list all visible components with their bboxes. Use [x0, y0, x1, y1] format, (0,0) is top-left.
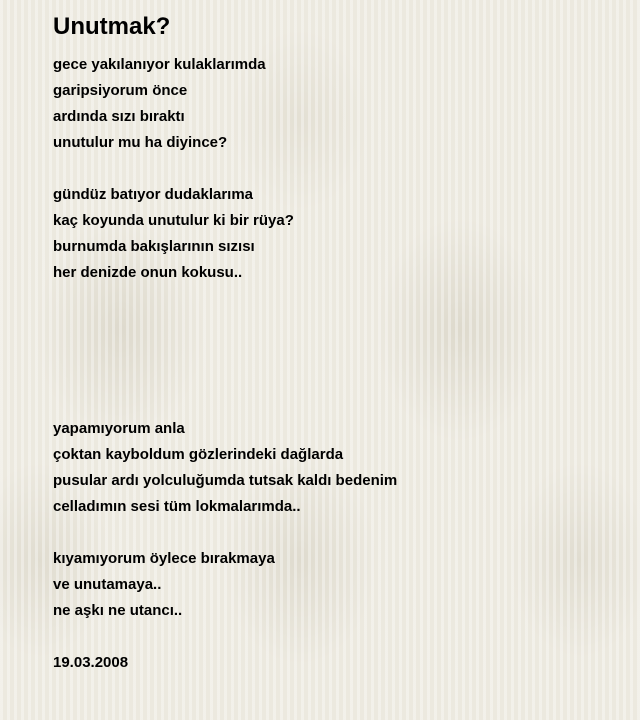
- stanza-2: [53, 182, 613, 286]
- poem-line: celladımın sesi tüm lokmalarımda..: [53, 498, 301, 515]
- poem-line: kaç koyunda unutulur ki bir rüya?: [53, 212, 294, 229]
- poem-line: kıyamıyorum öylece bırakmaya: [53, 550, 275, 567]
- poem: [53, 12, 613, 676]
- stanza-1: [53, 52, 613, 156]
- stanza-4: [53, 546, 613, 624]
- stanza-3: [53, 416, 613, 520]
- poem-line: çoktan kayboldum gözlerindeki dağlarda: [53, 446, 344, 463]
- poem-line: ve unutamaya..: [53, 576, 162, 593]
- poem-date: 19.03.2008: [53, 654, 129, 671]
- poem-line: ne aşkı ne utancı..: [53, 602, 183, 619]
- poem-line: pusular ardı yolculuğumda tutsak kaldı bedenim: [53, 472, 398, 489]
- poem-line: burnumda bakışlarının sızısı: [53, 238, 255, 255]
- poem-line: her denizde onun kokusu..: [53, 264, 243, 281]
- poem-line: garipsiyorum önce: [53, 82, 188, 99]
- poem-line: unutulur mu ha diyince?: [53, 134, 228, 151]
- poem-title: Unutmak?: [53, 13, 171, 40]
- poem-line: ardında sızı bıraktı: [53, 108, 185, 125]
- poem-line: gündüz batıyor dudaklarıma: [53, 186, 254, 203]
- poem-line: gece yakılanıyor kulaklarımda: [53, 56, 266, 73]
- poem-line: yapamıyorum anla: [53, 420, 185, 437]
